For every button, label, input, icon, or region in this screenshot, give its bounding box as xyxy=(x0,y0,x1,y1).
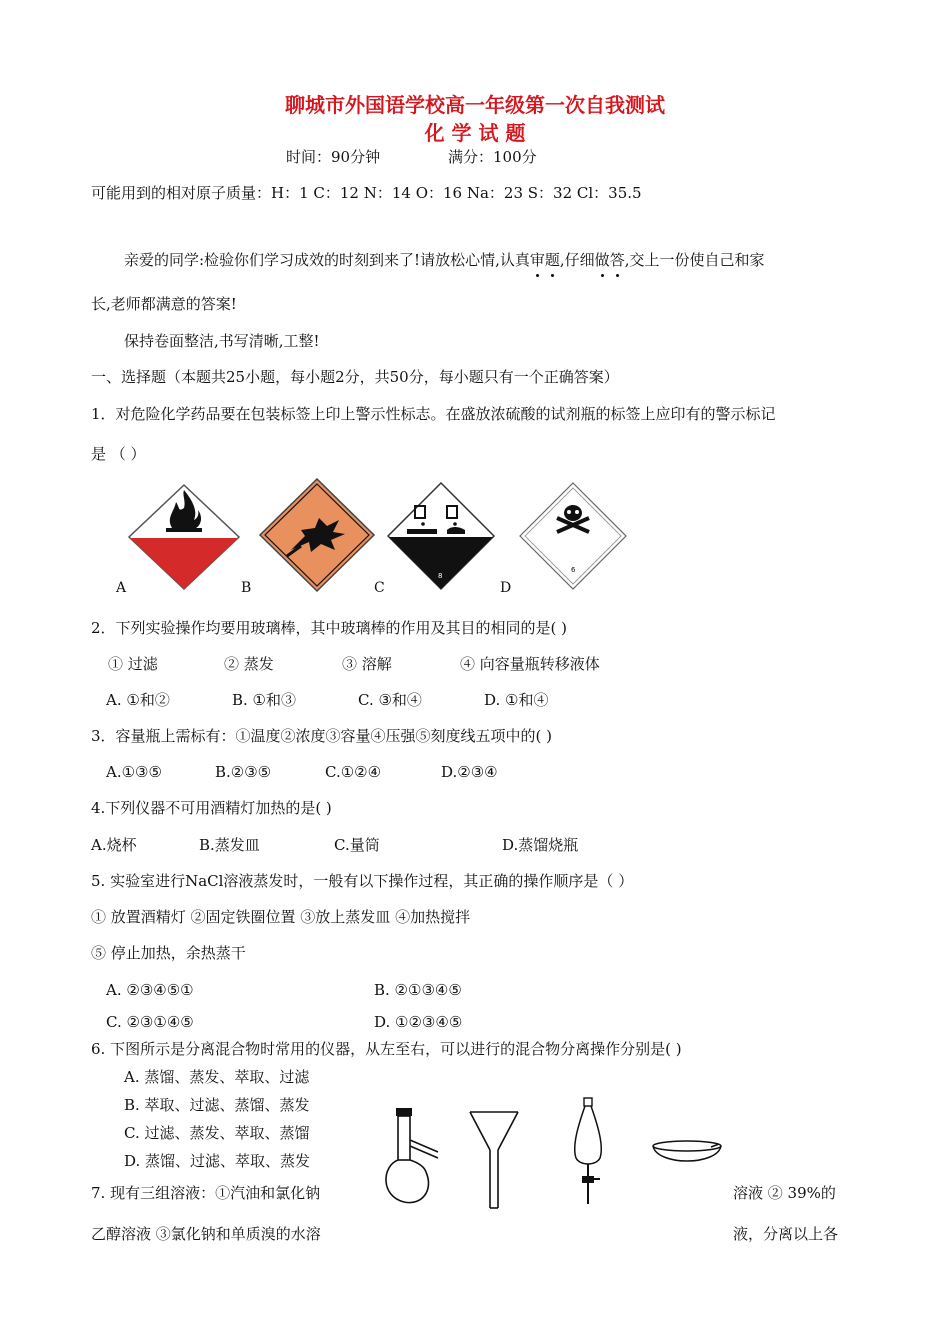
q2-item: ① 过滤 xyxy=(108,655,158,673)
atomic-mass-line: 可能用到的相对原子质量：H：1 C：12 N：14 O：16 Na：23 S：32 Cl：35.5 xyxy=(91,184,642,202)
emphasis-char: 答 xyxy=(609,251,625,269)
q2-stem: 2．下列实验操作均要用玻璃棒，其中玻璃棒的作用及其目的相同的是( ) xyxy=(91,619,568,637)
q3-option: C.①②④ xyxy=(325,763,382,781)
q2-option: A. ①和② xyxy=(106,691,170,709)
q6-stem: 6. 下图所示是分离混合物时常用的仪器，从左至右，可以进行的混合物分离操作分别是( ) xyxy=(91,1040,682,1058)
intro-paragraph-1-cont: 长,老师都满意的答案! xyxy=(91,295,237,313)
q4-option: B.蒸发皿 xyxy=(199,836,260,854)
q5-steps: ① 放置酒精灯 ②固定铁圈位置 ③放上蒸发皿 ④加热搅拌 xyxy=(91,908,471,926)
intro-paragraph-2: 保持卷面整洁,书写清晰,工整! xyxy=(124,332,320,350)
intro-text-e: ,交上一份使自己和家 xyxy=(624,251,765,269)
q2-option: B. ①和③ xyxy=(232,691,297,709)
emphasis-char: 做 xyxy=(594,251,610,269)
q5-option: C. ②③①④⑤ xyxy=(106,1013,194,1031)
q2-item: ④ 向容量瓶转移液体 xyxy=(460,655,600,673)
page-title: 聊城市外国语学校高一年级第一次自我测试 xyxy=(285,93,665,117)
q5-steps-cont: ⑤ 停止加热，余热蒸干 xyxy=(91,944,246,962)
option-label-d: D xyxy=(500,580,512,596)
q5-stem: 5. 实验室进行NaCl溶液蒸发时，一般有以下操作过程，其正确的操作顺序是（ ） xyxy=(91,872,634,890)
q4-option: C.量筒 xyxy=(334,836,380,854)
hazard-class-number: 8 xyxy=(438,572,443,580)
funnel-icon xyxy=(468,1108,520,1212)
page-subtitle: 化 学 试 题 xyxy=(424,121,526,145)
emphasis-char: 题 xyxy=(544,251,560,269)
q2-item: ③ 溶解 xyxy=(342,655,392,673)
q3-option: B.②③⑤ xyxy=(215,763,272,781)
q3-option: D.②③④ xyxy=(441,763,498,781)
q2-item: ② 蒸发 xyxy=(224,655,274,673)
separatory-funnel-icon xyxy=(568,1096,608,1208)
intro-paragraph-1 xyxy=(124,250,764,270)
q5-option: A. ②③④⑤① xyxy=(106,981,194,999)
exam-score: 满分：100分 xyxy=(448,148,537,166)
q6-option: A. 蒸馏、蒸发、萃取、过滤 xyxy=(124,1068,310,1086)
q1-stem: 1．对危险化学药品要在包装标签上印上警示性标志。在盛放浓硫酸的试剂瓶的标签上应印有的警示标记 xyxy=(91,405,776,423)
q5-option: B. ②①③④⑤ xyxy=(374,981,462,999)
option-label-b: B xyxy=(241,580,252,596)
q5-option: D. ①②③④⑤ xyxy=(374,1013,463,1031)
q4-option: D.蒸馏烧瓶 xyxy=(502,836,579,854)
evaporating-dish-icon xyxy=(649,1138,725,1172)
intro-text-a: 亲爱的同学:检验你们学习成效的时刻到来了!请放松心情,认真 xyxy=(124,251,530,269)
q2-option: C. ③和④ xyxy=(358,691,422,709)
distilling-flask-icon xyxy=(378,1104,444,1208)
q6-option: C. 过滤、蒸发、萃取、蒸馏 xyxy=(124,1124,310,1142)
exam-time: 时间：90分钟 xyxy=(286,148,381,166)
explosive-hazard-icon xyxy=(257,476,377,594)
q7-stem-c: 乙醇溶液 ③氯化钠和单质溴的水溶 xyxy=(91,1225,321,1243)
q3-stem: 3．容量瓶上需标有：①温度②浓度③容量④压强⑤刻度线五项中的( ) xyxy=(91,727,553,745)
emphasis-char: 审 xyxy=(529,251,545,269)
q3-option: A.①③⑤ xyxy=(106,763,162,781)
corrosive-hazard-icon xyxy=(385,480,497,592)
q7-stem-a: 7. 现有三组溶液：①汽油和氯化钠 xyxy=(91,1184,321,1202)
q6-option: B. 萃取、过滤、蒸馏、蒸发 xyxy=(124,1096,310,1114)
option-label-c: C xyxy=(374,580,385,596)
hazard-class-number: 6 xyxy=(571,566,576,574)
q6-option: D. 蒸馏、过滤、萃取、蒸发 xyxy=(124,1152,311,1170)
section-heading: 一、选择题（本题共25小题，每小题2分，共50分，每小题只有一个正确答案） xyxy=(91,368,619,386)
intro-text-c: ,仔细 xyxy=(559,251,595,269)
q4-option: A.烧杯 xyxy=(91,836,137,854)
q2-option: D. ①和④ xyxy=(484,691,549,709)
q4-stem: 4.下列仪器不可用酒精灯加热的是( ) xyxy=(91,799,332,817)
option-label-a: A xyxy=(116,580,127,596)
q7-stem-d: 液，分离以上各 xyxy=(733,1225,839,1243)
toxic-hazard-icon xyxy=(517,480,629,592)
flammable-hazard-icon xyxy=(126,482,242,592)
q1-stem-cont: 是 （ ） xyxy=(91,445,146,463)
q7-stem-b: 溶液 ② 39%的 xyxy=(733,1184,836,1202)
